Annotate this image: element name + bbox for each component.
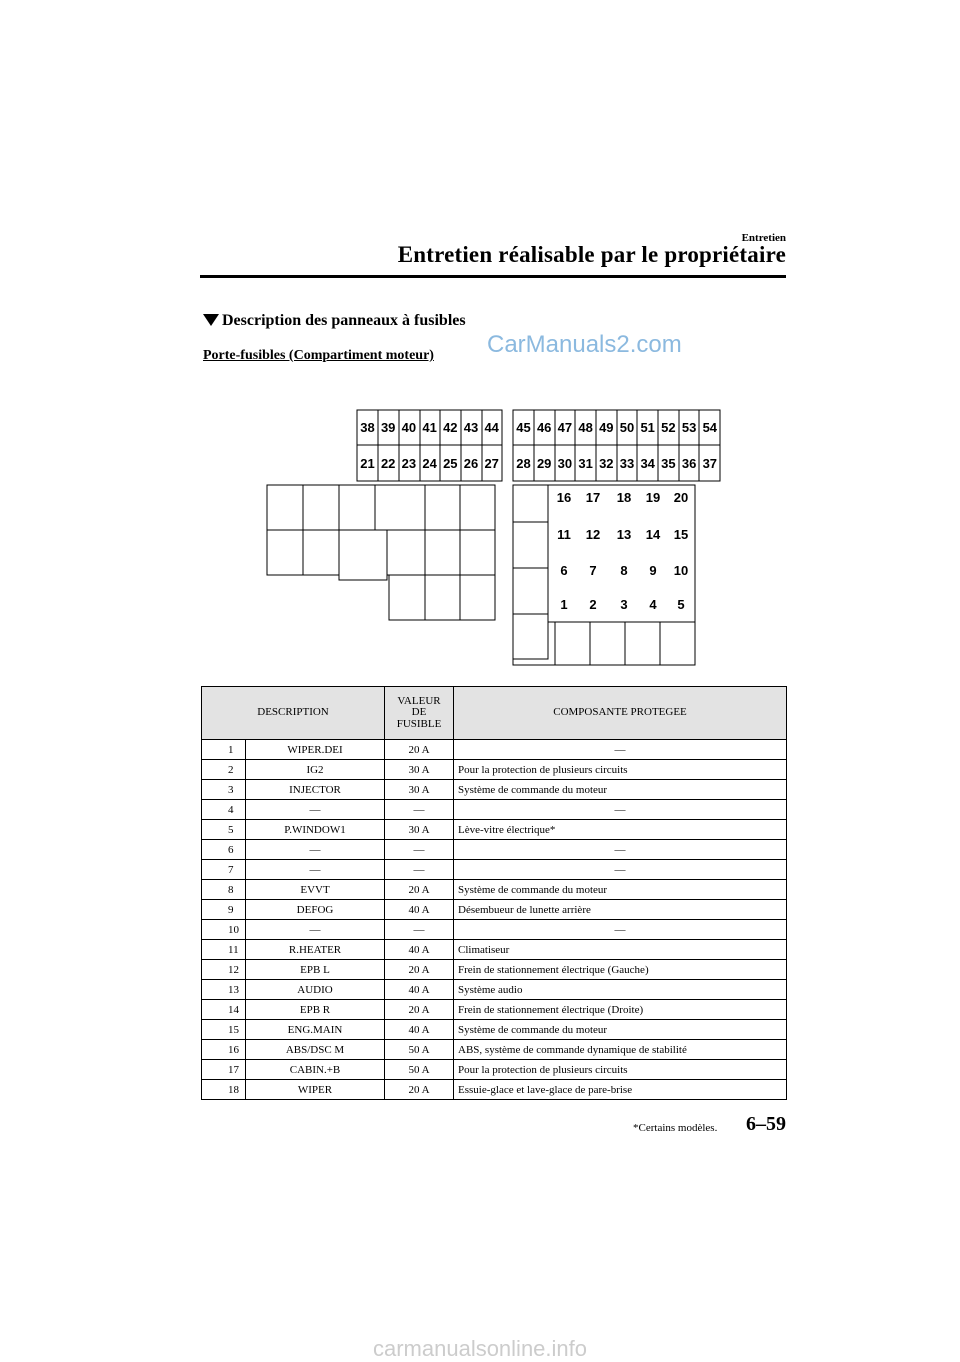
fuse-slot-label: 24 [422,456,437,471]
fuse-value: 40 A [385,980,454,1000]
fuse-number: 18 [202,1080,246,1100]
protected-component: Système de commande du moteur [454,780,787,800]
fuse-description: WIPER [246,1080,385,1100]
fuse-slot-label: 4 [649,597,657,612]
fuse-description: EVVT [246,880,385,900]
table-row [202,940,787,960]
fuse-value: 20 A [385,960,454,980]
fuse-slot-label: 31 [578,456,593,471]
fuse-number: 11 [202,940,246,960]
fuse-description: INJECTOR [246,780,385,800]
fuse-slot-label: 7 [589,563,597,578]
fuse-slot-label: 30 [557,456,573,471]
fuse-value: 40 A [385,940,454,960]
fuse-value: 40 A [385,900,454,920]
sub-heading-text: Description des panneaux à fusibles [222,312,466,329]
fuse-slot-label: 5 [677,597,685,612]
fuse-slot-label: 29 [536,456,552,471]
fuse-number: 4 [202,800,246,820]
table-row [202,760,787,780]
main-fuse-block-frame [513,485,695,665]
fuse-slot-label: 15 [673,527,689,542]
fuse-slot-label: 44 [484,420,499,435]
table-row [202,1020,787,1040]
fuse-description: R.HEATER [246,940,385,960]
fuse-slot-label: 45 [516,420,531,435]
table-row [202,780,787,800]
table-row [202,820,787,840]
fuse-value: 50 A [385,1040,454,1060]
protected-component: — [454,920,787,940]
fuse-holder-caption: Porte-fusibles (Compartiment moteur) [203,348,434,363]
protected-component: Système audio [454,980,787,1000]
fuse-value: 50 A [385,1060,454,1080]
fuse-slot-label: 49 [599,420,614,435]
fuse-panel-diagram [0,0,960,680]
fuse-slot-label: 8 [620,563,628,578]
fuse-value: — [385,860,454,880]
fuse-number: 1 [202,740,246,760]
fuse-description: AUDIO [246,980,385,1000]
fuse-slot-label: 21 [360,456,375,471]
fuse-slot-label: 9 [649,563,657,578]
fuse-slot-label: 34 [640,456,655,471]
header-protected-component: COMPOSANTE PROTEGEE [454,687,787,740]
protected-component: Frein de stationnement électrique (Gauche) [454,960,787,980]
fuse-slot-label: 39 [380,420,396,435]
fuse-description: EPB R [246,1000,385,1020]
fuse-number: 6 [202,840,246,860]
fuse-description: — [246,860,385,880]
footer-watermark-url: carmanualsonline.info [372,1336,588,1361]
fuse-number: 8 [202,880,246,900]
fuse-slot-label: 23 [401,456,417,471]
fuse-description: WIPER.DEI [246,740,385,760]
fuse-slot-label: 11 [557,527,571,542]
table-row [202,840,787,860]
protected-component: Lève-vitre électrique* [454,820,787,840]
fuse-value: — [385,800,454,820]
page-number: 6–59 [746,1113,786,1135]
fuse-description: — [246,840,385,860]
table-row [202,920,787,940]
fuse-number: 7 [202,860,246,880]
fuse-value: 30 A [385,760,454,780]
fuse-number: 3 [202,780,246,800]
fuse-slot-label: 13 [616,527,632,542]
table-header-row [202,687,787,740]
watermark-logo: CarManuals2.com [487,331,682,358]
fuse-slot-label: 3 [620,597,628,612]
fuse-number: 13 [202,980,246,1000]
table-row [202,1040,787,1060]
footnote: *Certains modèles. [633,1122,718,1134]
fuse-slot-label: 36 [681,456,697,471]
protected-component: — [454,800,787,820]
header-description: DESCRIPTION [202,687,385,740]
fuse-slot-label: 16 [556,490,572,505]
fuse-slot-label: 43 [463,420,479,435]
fuse-slot-label: 38 [360,420,375,435]
fuse-value: 30 A [385,820,454,840]
fuse-value: — [385,920,454,940]
table-row [202,1080,787,1100]
fuse-number: 2 [202,760,246,780]
fuse-slot-label: 48 [578,420,593,435]
protected-component: Désembueur de lunette arrière [454,900,787,920]
protected-component: Système de commande du moteur [454,880,787,900]
fuse-slot-label: 26 [463,456,479,471]
fuse-number: 9 [202,900,246,920]
table-row [202,880,787,900]
fuse-number: 14 [202,1000,246,1020]
protected-component: Climatiseur [454,940,787,960]
fuse-description: ABS/DSC M [246,1040,385,1060]
protected-component: Essuie-glace et lave-glace de pare-brise [454,1080,787,1100]
fuse-value: 20 A [385,1080,454,1100]
protected-component: ABS, système de commande dynamique de stabilité [454,1040,787,1060]
fuse-slot-label: 41 [422,420,437,435]
fuse-slot-label: 1 [560,597,568,612]
fuse-value: 20 A [385,880,454,900]
fuse-slot-label: 32 [599,456,614,471]
fuse-slot-label: 37 [702,456,718,471]
fuse-slot-label: 28 [516,456,531,471]
fuse-slot-label: 14 [645,527,661,542]
fuse-description: EPB L [246,960,385,980]
fuse-number: 16 [202,1040,246,1060]
fuse-slot-label: 51 [640,420,655,435]
fuse-value: 40 A [385,1020,454,1040]
protected-component: Frein de stationnement électrique (Droite) [454,1000,787,1020]
protected-component: — [454,740,787,760]
table-row [202,1000,787,1020]
fuse-description: IG2 [246,760,385,780]
fuse-slot-label: 2 [589,597,597,612]
fuse-slot-label: 12 [585,527,601,542]
fuse-slot-label: 40 [401,420,417,435]
fuse-slot-label: 33 [619,456,635,471]
table-row [202,1060,787,1080]
fuse-slot-label: 19 [645,490,661,505]
fuse-slot-label: 17 [585,490,601,505]
fuse-number: 12 [202,960,246,980]
fuse-slot-label: 6 [560,563,568,578]
protected-component: Système de commande du moteur [454,1020,787,1040]
fuse-slot-label: 46 [536,420,552,435]
table-row [202,900,787,920]
fuse-slot-label: 18 [616,490,632,505]
fuse-number: 15 [202,1020,246,1040]
fuse-description: P.WINDOW1 [246,820,385,840]
section-label: Entretien [741,232,786,244]
table-row [202,960,787,980]
fuse-slot-label: 47 [557,420,573,435]
protected-component: — [454,860,787,880]
fuse-description: CABIN.+B [246,1060,385,1080]
fuse-number: 5 [202,820,246,840]
fuse-value: — [385,840,454,860]
fuse-number: 17 [202,1060,246,1080]
protected-component: — [454,840,787,860]
table-row [202,860,787,880]
fuse-description: ENG.MAIN [246,1020,385,1040]
fuse-slot-label: 53 [681,420,697,435]
page-title: Entretien réalisable par le propriétaire [397,242,786,267]
table-row [202,800,787,820]
fuse-description: — [246,920,385,940]
fuse-slot-label: 25 [443,456,458,471]
fuse-description: — [246,800,385,820]
fuse-slot-label: 42 [443,420,458,435]
fuse-value: 20 A [385,1000,454,1020]
fuse-slot-label: 52 [661,420,676,435]
fuse-value: 30 A [385,780,454,800]
protected-component: Pour la protection de plusieurs circuits [454,1060,787,1080]
fuse-slot-label: 22 [380,456,396,471]
fuse-table [201,686,787,1100]
fuse-description: DEFOG [246,900,385,920]
table-row [202,980,787,1000]
fuse-slot-label: 10 [673,563,689,578]
fuse-value: 20 A [385,740,454,760]
fuse-slot-label: 27 [484,456,499,471]
table-row [202,740,787,760]
fuse-slot-label: 54 [702,420,718,435]
protected-component: Pour la protection de plusieurs circuits [454,760,787,780]
fuse-number: 10 [202,920,246,940]
fuse-slot-label: 20 [673,490,689,505]
fuse-slot-label: 35 [661,456,676,471]
fuse-slot-label: 50 [619,420,635,435]
header-fuse-value: VALEUR DE FUSIBLE [385,687,454,740]
